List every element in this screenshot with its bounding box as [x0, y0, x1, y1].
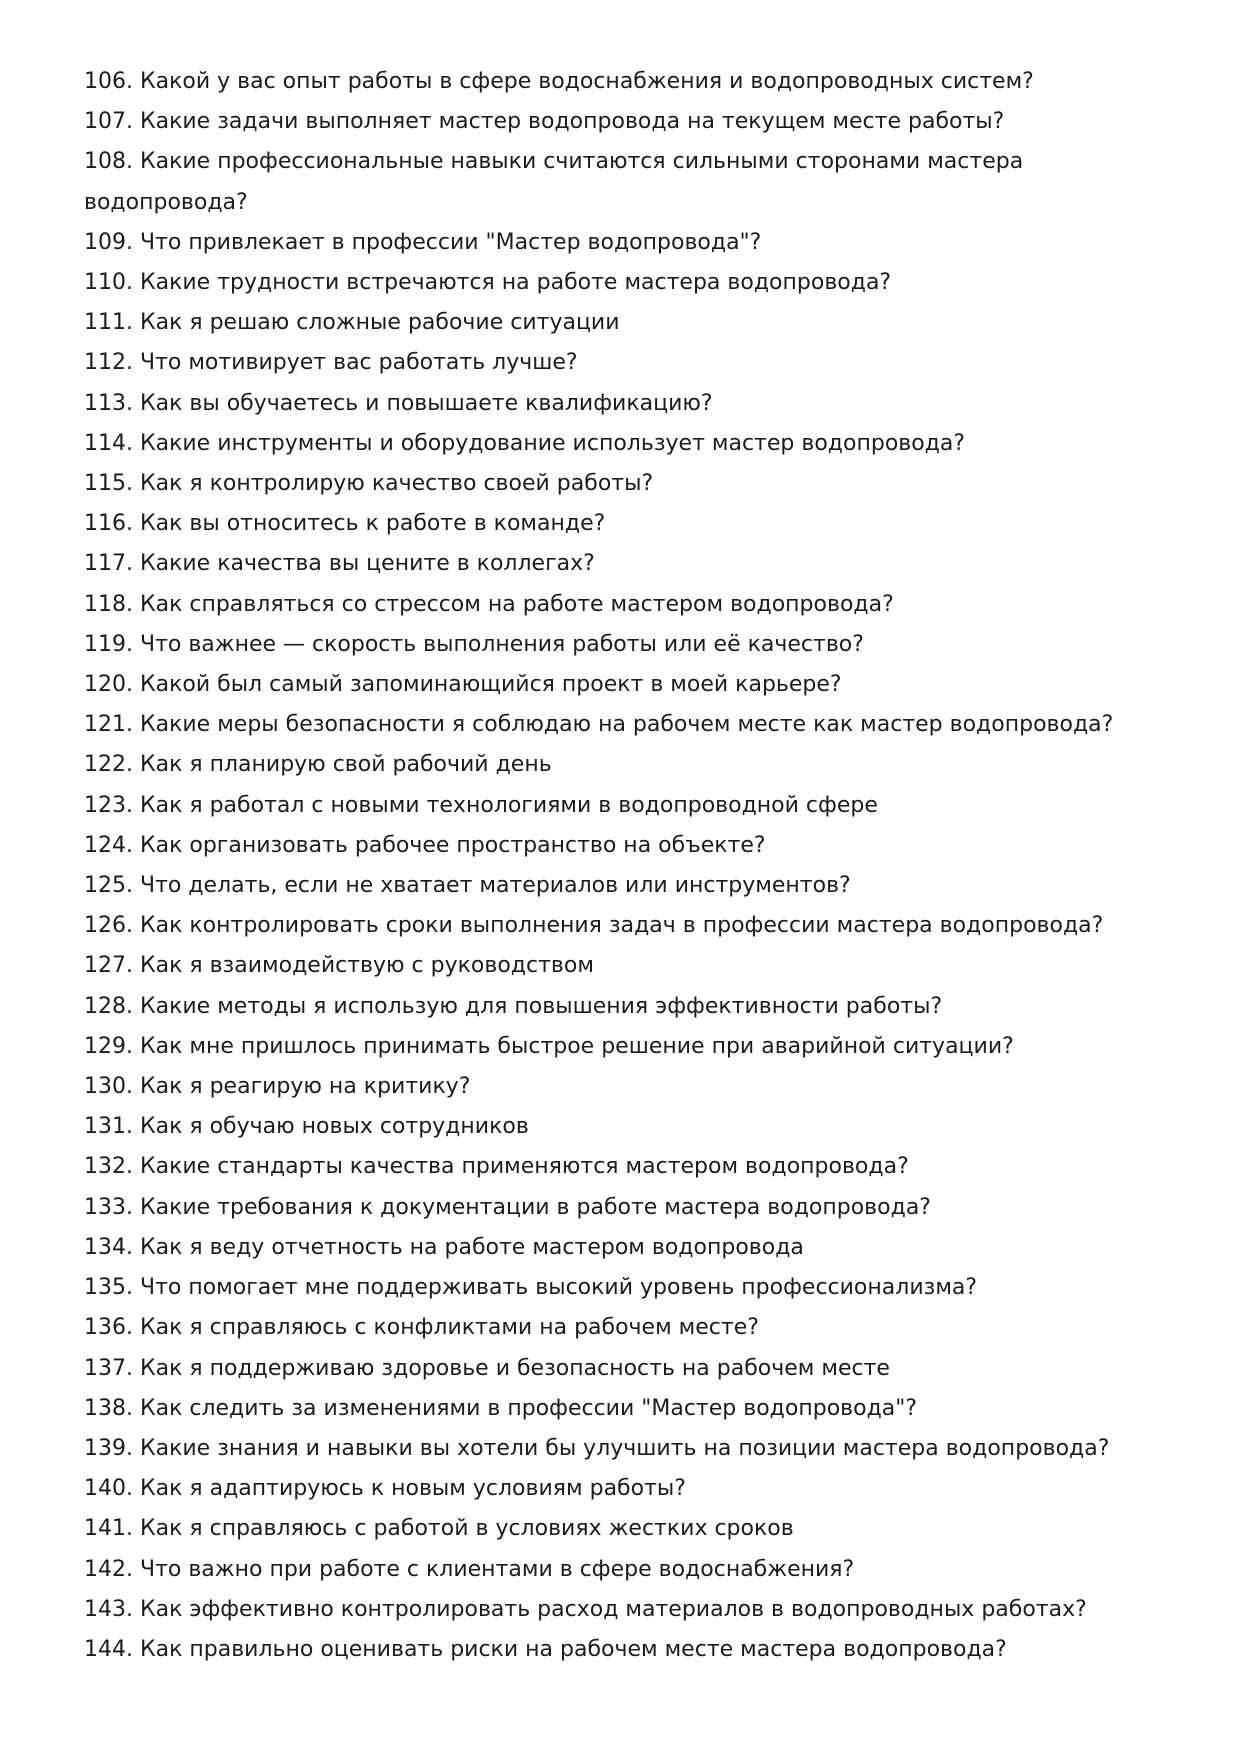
list-item — [84, 1027, 1164, 1067]
question-number: 144. — [84, 1636, 133, 1662]
list-item — [84, 464, 1164, 504]
question-number: 111. — [84, 310, 133, 336]
question-number: 142. — [84, 1556, 133, 1582]
question-number: 133. — [84, 1194, 133, 1220]
question-number: 141. — [84, 1516, 133, 1542]
question-number: 122. — [84, 752, 133, 778]
question-number: 119. — [84, 631, 133, 657]
question-text: Что важнее — скорость выполнения работы или её качество? — [139, 631, 864, 657]
list-item — [84, 1590, 1164, 1630]
question-number: 137. — [84, 1355, 133, 1381]
question-number: 126. — [84, 913, 133, 939]
question-text: Что мотивирует вас работать лучше? — [139, 350, 578, 376]
list-item — [84, 384, 1164, 424]
list-item — [84, 1268, 1164, 1308]
question-text: Как мне пришлось принимать быстрое решение при аварийной ситуации? — [139, 1033, 1014, 1059]
list-item — [84, 263, 1164, 303]
list-item — [84, 585, 1164, 625]
question-number: 128. — [84, 993, 133, 1019]
question-number: 118. — [84, 591, 133, 617]
list-item — [84, 102, 1164, 142]
question-number: 139. — [84, 1435, 133, 1461]
question-text: Что важно при работе с клиентами в сфере водоснабжения? — [139, 1556, 855, 1582]
question-text: Какие требования к документации в работе мастера водопровода? — [139, 1194, 931, 1220]
question-number: 140. — [84, 1476, 133, 1502]
question-text: Какие профессиональные навыки считаются сильными сторонами мастера водопровода? — [84, 149, 1024, 215]
question-number: 108. — [84, 149, 133, 175]
list-item — [84, 866, 1164, 906]
list-item — [84, 987, 1164, 1027]
question-number: 123. — [84, 792, 133, 818]
question-text: Какие меры безопасности я соблюдаю на рабочем месте как мастер водопровода? — [139, 712, 1114, 738]
question-number: 106. — [84, 69, 133, 94]
list-item — [84, 786, 1164, 826]
question-text: Как вы относитесь к работе в команде? — [139, 511, 606, 537]
list-item — [84, 223, 1164, 263]
question-number: 120. — [84, 672, 133, 698]
question-list — [84, 62, 1164, 1670]
list-item — [84, 62, 1164, 102]
question-text: Какие инструменты и оборудование использует мастер водопровода? — [139, 430, 966, 456]
question-number: 107. — [84, 109, 133, 135]
question-text: Какой у вас опыт работы в сфере водоснабжения и водопроводных систем? — [139, 69, 1034, 94]
list-item — [84, 625, 1164, 665]
question-text: Как эффективно контролировать расход материалов в водопроводных работах? — [139, 1596, 1087, 1622]
question-number: 129. — [84, 1033, 133, 1059]
question-number: 124. — [84, 832, 133, 858]
question-number: 131. — [84, 1114, 133, 1140]
question-text: Как правильно оценивать риски на рабочем месте мастера водопровода? — [139, 1636, 1007, 1662]
question-number: 110. — [84, 270, 133, 296]
list-item — [84, 665, 1164, 705]
question-number: 114. — [84, 430, 133, 456]
question-number: 135. — [84, 1275, 133, 1301]
question-number: 130. — [84, 1074, 133, 1100]
question-number: 115. — [84, 471, 133, 497]
question-text: Как я взаимодействую с руководством — [139, 953, 594, 979]
question-number: 109. — [84, 229, 133, 255]
question-text: Как контролировать сроки выполнения задач в профессии мастера водопровода? — [139, 913, 1104, 939]
question-number: 127. — [84, 953, 133, 979]
list-item — [84, 1067, 1164, 1107]
question-text: Как я планирую свой рабочий день — [139, 752, 552, 778]
list-item — [84, 1188, 1164, 1228]
question-text: Какие методы я использую для повышения эффективности работы? — [139, 993, 943, 1019]
question-number: 121. — [84, 712, 133, 738]
question-text: Какой был самый запоминающийся проект в моей карьере? — [139, 672, 842, 698]
list-item — [84, 1147, 1164, 1187]
list-item — [84, 1107, 1164, 1147]
question-text: Какие стандарты качества применяются мастером водопровода? — [139, 1154, 909, 1180]
question-text: Как следить за изменениями в профессии "Мастер водопровода"? — [139, 1395, 918, 1421]
question-text: Как справляться со стрессом на работе мастером водопровода? — [139, 591, 894, 617]
question-text: Как организовать рабочее пространство на объекте? — [139, 832, 766, 858]
question-text: Как я справляюсь с конфликтами на рабочем месте? — [139, 1315, 759, 1341]
question-text: Как я работал с новыми технологиями в водопроводной сфере — [139, 792, 878, 818]
question-text: Как я контролирую качество своей работы? — [139, 471, 654, 497]
list-item — [84, 504, 1164, 544]
list-item — [84, 343, 1164, 383]
question-text: Как я веду отчетность на работе мастером водопровода — [139, 1234, 804, 1260]
list-item — [84, 544, 1164, 584]
list-item — [84, 424, 1164, 464]
question-text: Какие качества вы цените в коллегах? — [139, 551, 595, 577]
question-text: Что делать, если не хватает материалов или инструментов? — [139, 873, 851, 899]
question-number: 132. — [84, 1154, 133, 1180]
list-item — [84, 826, 1164, 866]
question-number: 112. — [84, 350, 133, 376]
question-text: Какие трудности встречаются на работе мастера водопровода? — [139, 270, 892, 296]
question-text: Как я адаптируюсь к новым условиям работы? — [139, 1476, 686, 1502]
question-number: 116. — [84, 511, 133, 537]
list-item — [84, 303, 1164, 343]
question-text: Как вы обучаетесь и повышаете квалификацию? — [139, 390, 713, 416]
question-text: Что привлекает в профессии "Мастер водопровода"? — [139, 229, 762, 255]
question-text: Как я реагирую на критику? — [139, 1074, 471, 1100]
list-item — [84, 1630, 1164, 1670]
list-item — [84, 1308, 1164, 1348]
question-number: 125. — [84, 873, 133, 899]
question-number: 113. — [84, 390, 133, 416]
question-text: Какие задачи выполняет мастер водопровода на текущем месте работы? — [139, 109, 1005, 135]
list-item — [84, 142, 1164, 222]
list-item — [84, 906, 1164, 946]
list-item — [84, 1469, 1164, 1509]
list-item — [84, 1550, 1164, 1590]
question-number: 143. — [84, 1596, 133, 1622]
question-number: 117. — [84, 551, 133, 577]
list-item — [84, 705, 1164, 745]
list-item — [84, 1509, 1164, 1549]
list-item — [84, 946, 1164, 986]
question-text: Как я справляюсь с работой в условиях жестких сроков — [139, 1516, 794, 1542]
list-item — [84, 1429, 1164, 1469]
question-number: 134. — [84, 1234, 133, 1260]
question-number: 138. — [84, 1395, 133, 1421]
list-item — [84, 1389, 1164, 1429]
question-text: Как я решаю сложные рабочие ситуации — [139, 310, 620, 336]
question-number: 136. — [84, 1315, 133, 1341]
list-item — [84, 745, 1164, 785]
question-text: Как я обучаю новых сотрудников — [139, 1114, 529, 1140]
list-item — [84, 1349, 1164, 1389]
question-text: Как я поддерживаю здоровье и безопасность на рабочем месте — [139, 1355, 890, 1381]
list-item — [84, 1228, 1164, 1268]
question-text: Какие знания и навыки вы хотели бы улучшить на позиции мастера водопровода? — [139, 1435, 1110, 1461]
question-text: Что помогает мне поддерживать высокий уровень профессионализма? — [139, 1275, 978, 1301]
